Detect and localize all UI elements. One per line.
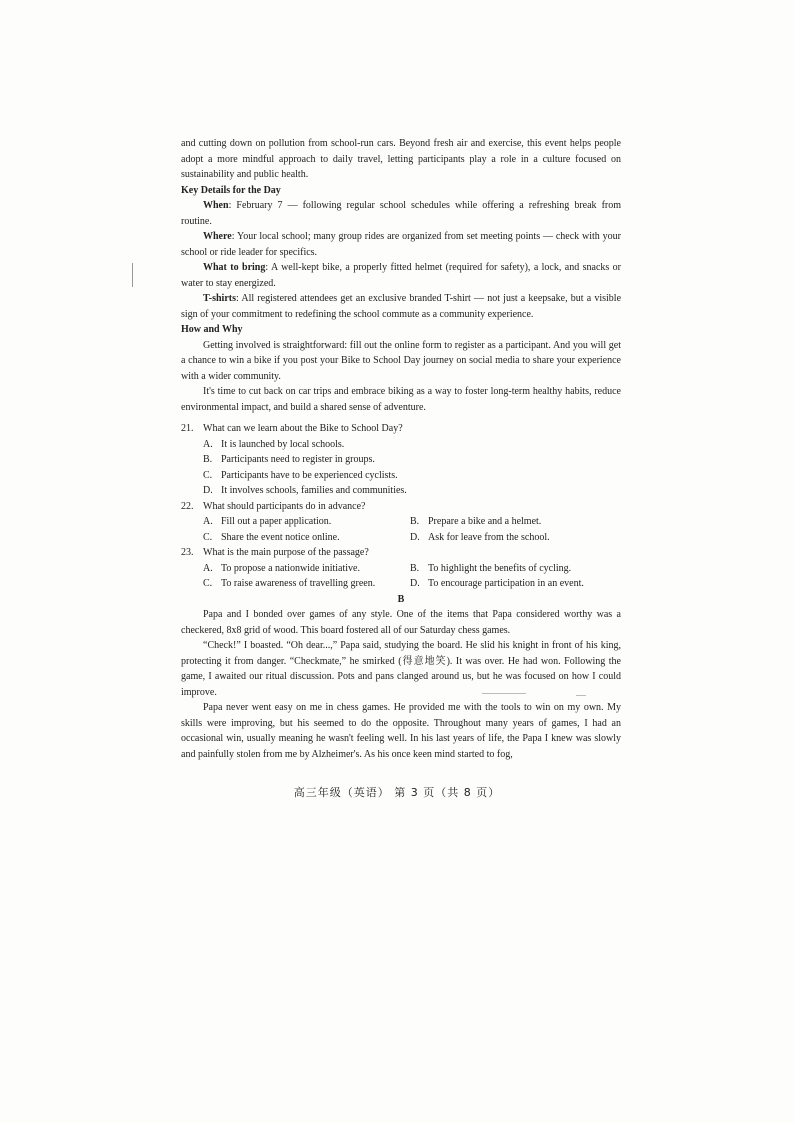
detail-label: T-shirts bbox=[203, 293, 236, 304]
passage-a-intro: and cutting down on pollution from school-run cars. Beyond fresh air and exercise, this event helps people adopt a more mindful approach to daily travel, letting participants play a role in a culture focused on sustainability and public health. bbox=[181, 138, 621, 180]
option-c: C. Share the event notice online. bbox=[203, 531, 340, 543]
detail-label: Where bbox=[203, 231, 232, 242]
how-and-why-heading: How and Why bbox=[181, 324, 243, 335]
passage-b-paragraph-2: “Check!” I boasted. “Oh dear...,” Papa said, studying the board. He slid his knight in front of his king, protecting it from danger. “Checkmate,” he smirked (得意地笑). It was over. He had won. Following the game, I awaited our ritual discussion. Pots and pans clanged around us, but he was focused on how I could improve. bbox=[181, 640, 621, 698]
option-b: B. To highlight the benefits of cycling. bbox=[410, 562, 572, 574]
question-text: What is the main purpose of the passage? bbox=[203, 547, 369, 558]
option-b: B. Prepare a bike and a helmet. bbox=[410, 516, 542, 527]
question-23 bbox=[181, 545, 621, 592]
margin-mark bbox=[132, 263, 133, 287]
option-c: C. To raise awareness of travelling green. bbox=[203, 578, 376, 589]
detail-text: Your local school; many group rides are organized from set meeting points — check with your school or ride leader for specifics. bbox=[181, 231, 621, 258]
how-paragraph-2: It's time to cut back on car trips and embrace biking as a way to foster long-term healthy habits, reduce environmental impact, and build a shared sense of adventure. bbox=[181, 386, 621, 413]
detail-where: Where: Your local school; many group rides are organized from set meeting points — check with your school or ride leader for specifics. bbox=[181, 231, 621, 258]
question-text: What can we learn about the Bike to School Day? bbox=[203, 423, 403, 434]
option-b: B. Participants need to register in groups. bbox=[203, 454, 375, 465]
question-number: 23. bbox=[181, 547, 194, 558]
option-c: C. Participants have to be experienced cyclists. bbox=[203, 469, 398, 481]
detail-label: When bbox=[203, 200, 229, 211]
section-b-label: B bbox=[397, 593, 405, 605]
detail-t-shirts: T-shirts: All registered attendees get an exclusive branded T-shirt — not just a keepsake, but a visible sign of your commitment to redefining the school commute as a community experience. bbox=[181, 293, 622, 320]
question-text: What should participants do in advance? bbox=[203, 500, 366, 512]
option-d: D. To encourage participation in an event. bbox=[410, 578, 584, 589]
how-paragraph-1: Getting involved is straightforward: fill out the online form to register as a participant. And you will get a chance to win a bike if you post your Bike to School Day journey on social media to share your experience with a wider community. bbox=[181, 339, 621, 382]
option-a: A. Fill out a paper application. bbox=[203, 516, 332, 527]
option-a: A. To propose a nationwide initiative. bbox=[203, 562, 360, 574]
page-content bbox=[181, 136, 621, 762]
detail-what-to-bring: What to bring: A well-kept bike, a properly fitted helmet (required for safety), a lock, and snacks or water to stay energized. bbox=[181, 262, 622, 289]
key-details-heading: Key Details for the Day bbox=[181, 184, 281, 196]
option-d: D. Ask for leave from the school. bbox=[410, 531, 550, 543]
option-a: A. It is launched by local schools. bbox=[203, 438, 345, 450]
page-footer: 高三年级（英语） 第 3 页（共 8 页） bbox=[293, 786, 501, 799]
question-21 bbox=[181, 421, 621, 499]
passage-b-paragraph-3: Papa never went easy on me in chess games. He provided me with the tools to win on my own. My skills were improving, but his seemed to do the opposite. Throughout many years of games, I had an occasional win, usually meaning he wasn't feeling well. In his last years of life, the Papa I knew was slowly and painfully stolen from me by Alzheimer's. As his once keen mind started to fog, bbox=[181, 702, 621, 760]
question-22 bbox=[181, 499, 621, 546]
passage-b-paragraph-1: Papa and I bonded over games of any style. One of the items that Papa considered worthy was a checkered, 8x8 grid of wood. This board fostered all of our Saturday chess games. bbox=[181, 609, 621, 636]
detail-label: What to bring bbox=[203, 262, 266, 273]
detail-text: February 7 — following regular school schedules while offering a refreshing break from routine. bbox=[181, 200, 622, 227]
question-number: 22. bbox=[181, 500, 194, 512]
detail-text: A well-kept bike, a properly fitted helmet (required for safety), a lock, and snacks or water to stay energized. bbox=[181, 262, 622, 289]
detail-text: All registered attendees get an exclusive branded T-shirt — not just a keepsake, but a visible sign of your commitment to redefining the school commute as a community experience. bbox=[181, 293, 622, 320]
question-number: 21. bbox=[181, 423, 194, 434]
option-d: D. It involves schools, families and communities. bbox=[203, 485, 407, 496]
detail-when: When: February 7 — following regular school schedules while offering a refreshing break from routine. bbox=[181, 200, 622, 227]
